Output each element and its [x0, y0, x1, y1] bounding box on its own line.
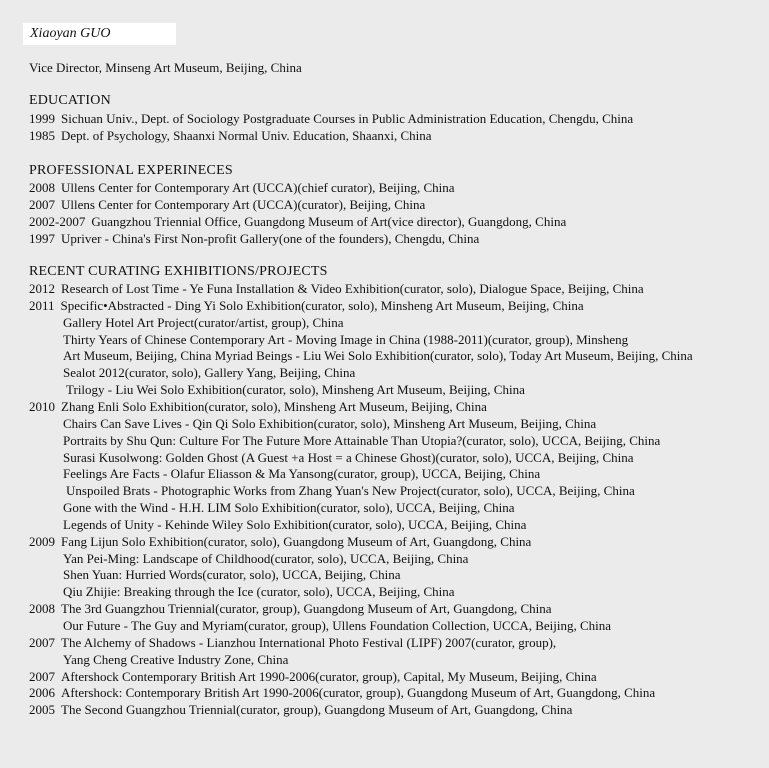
curating-heading: RECENT CURATING EXHIBITIONS/PROJECTS	[29, 264, 328, 279]
professional-heading: PROFESSIONAL EXPERINECES	[29, 163, 233, 178]
entry-text: Research of Lost Time - Ye Funa Installation & Video Exhibition(curator, solo), Dialogue Space, Beijing, China	[61, 281, 644, 296]
entry-text: Trilogy - Liu Wei Solo Exhibition(curator, solo), Minsheng Art Museum, Beijing, China	[66, 382, 525, 397]
curating-entry	[63, 499, 515, 516]
curating-entry	[29, 280, 644, 297]
entry-text: Guangzhou Triennial Office, Guangdong Museum of Art(vice director), Guangdong, China	[91, 214, 567, 229]
entry-year: 2009	[29, 534, 55, 549]
entry-text: Feelings Are Facts - Olafur Eliasson & Ma Yansong(curator, group), UCCA, Beijing, China	[63, 466, 541, 481]
entry-text: Gallery Hotel Art Project(curator/artist, group), China	[63, 315, 344, 330]
entry-year: 1997	[29, 231, 55, 246]
education-entry	[29, 110, 633, 127]
curating-entry	[29, 634, 556, 651]
curating-entry	[63, 617, 611, 634]
entry-text: Aftershock: Contemporary British Art 1990-2006(curator, group), Guangdong Museum of Art, Guangdong, China	[61, 685, 656, 700]
curating-entry	[63, 314, 344, 331]
entry-year: 2005	[29, 702, 55, 717]
curating-entry	[29, 701, 572, 718]
entry-text: Legends of Unity - Kehinde Wiley Solo Exhibition(curator, solo), UCCA, Beijing, China	[63, 517, 527, 532]
education-entry	[29, 127, 432, 144]
entry-text: Shen Yuan: Hurried Words(curator, solo), UCCA, Beijing, China	[63, 567, 401, 582]
entry-year: 2002-2007	[29, 214, 86, 229]
entry-text: The 3rd Guangzhou Triennial(curator, group), Guangdong Museum of Art, Guangdong, China	[61, 601, 552, 616]
entry-text: The Alchemy of Shadows - Lianzhou International Photo Festival (LIPF) 2007(curator, group),	[61, 635, 557, 650]
curating-entry	[63, 347, 693, 364]
education-heading: EDUCATION	[29, 93, 111, 108]
curating-entry	[63, 566, 400, 583]
entry-text: Sealot 2012(curator, solo), Gallery Yang, Beijing, China	[63, 365, 356, 380]
curating-entry	[66, 482, 635, 499]
curating-entry	[29, 684, 655, 701]
entry-text: Gone with the Wind - H.H. LIM Solo Exhibition(curator, solo), UCCA, Beijing, China	[63, 500, 515, 515]
entry-text: Zhang Enli Solo Exhibition(curator, solo), Minsheng Art Museum, Beijing, China	[61, 399, 487, 414]
entry-text: Art Museum, Beijing, China Myriad Beings - Liu Wei Solo Exhibition(curator, solo), Today Art Museum, Beijing, China	[63, 348, 693, 363]
entry-text: Surasi Kusolwong: Golden Ghost (A Guest +a Host = a Chinese Ghost)(curator, solo), UCCA, Beijing, China	[63, 450, 634, 465]
entry-text: Qiu Zhijie: Breaking through the Ice (curator, solo), UCCA, Beijing, China	[63, 584, 455, 599]
entry-year: 2011	[29, 298, 55, 313]
entry-year: 2008	[29, 601, 55, 616]
entry-text: The Second Guangzhou Triennial(curator, group), Guangdong Museum of Art, Guangdong, China	[61, 702, 573, 717]
entry-text: Portraits by Shu Qun: Culture For The Future More Attainable Than Utopia?(curator, solo), UCCA, Beijing, China	[63, 433, 661, 448]
curating-entry	[63, 465, 540, 482]
curating-entry	[29, 668, 597, 685]
curating-entry	[63, 415, 596, 432]
entry-text: Chairs Can Save Lives - Qin Qi Solo Exhibition(curator, solo), Minsheng Art Museum, Beijing, China	[63, 416, 597, 431]
curating-entry	[63, 432, 660, 449]
entry-year: 2008	[29, 180, 55, 195]
entry-text: Unspoiled Brats - Photographic Works from Zhang Yuan's New Project(curator, solo), UCCA, Beijing, China	[66, 483, 635, 498]
curating-entry	[29, 398, 487, 415]
entry-text: Aftershock Contemporary British Art 1990-2006(curator, group), Capital, My Museum, Beijing, China	[61, 669, 597, 684]
entry-text: Thirty Years of Chinese Contemporary Art - Moving Image in China (1988-2011)(curator, group), Minsheng	[63, 332, 629, 347]
entry-year: 2006	[29, 685, 55, 700]
entry-year: 2010	[29, 399, 55, 414]
curating-entry	[63, 331, 628, 348]
curating-entry	[63, 583, 455, 600]
entry-year: 1999	[29, 111, 55, 126]
entry-text: Ullens Center for Contemporary Art (UCCA)(curator), Beijing, China	[61, 197, 426, 212]
entry-text: Yan Pei-Ming: Landscape of Childhood(curator, solo), UCCA, Beijing, China	[63, 551, 469, 566]
position-line: Vice Director, Minseng Art Museum, Beijing, China	[29, 60, 302, 75]
professional-entry	[29, 213, 566, 230]
entry-text: Specific•Abstracted - Ding Yi Solo Exhibition(curator, solo), Minsheng Art Museum, Beijing, China	[60, 298, 584, 313]
curating-entry	[63, 516, 526, 533]
entry-year: 2007	[29, 669, 55, 684]
professional-entry	[29, 179, 455, 196]
curating-entry	[29, 600, 552, 617]
person-name: Xiaoyan GUO	[30, 26, 111, 41]
entry-text: Ullens Center for Contemporary Art (UCCA)(chief curator), Beijing, China	[61, 180, 455, 195]
curating-entry	[66, 381, 525, 398]
entry-text: Upriver - China's First Non-profit Gallery(one of the founders), Chengdu, China	[61, 231, 480, 246]
curating-entry	[63, 651, 288, 668]
entry-year: 2007	[29, 635, 55, 650]
curating-entry	[63, 449, 634, 466]
entry-text: Dept. of Psychology, Shaanxi Normal Univ. Education, Shaanxi, China	[61, 128, 432, 143]
curating-entry	[63, 550, 468, 567]
entry-year: 2007	[29, 197, 55, 212]
entry-text: Yang Cheng Creative Industry Zone, China	[63, 652, 289, 667]
curating-entry	[63, 364, 355, 381]
curating-entry	[29, 297, 584, 314]
entry-text: Our Future - The Guy and Myriam(curator, group), Ullens Foundation Collection, UCCA, Beijing, China	[63, 618, 612, 633]
entry-text: Fang Lijun Solo Exhibition(curator, solo), Guangdong Museum of Art, Guangdong, China	[61, 534, 532, 549]
entry-year: 2012	[29, 281, 55, 296]
professional-entry	[29, 196, 425, 213]
entry-text: Sichuan Univ., Dept. of Sociology Postgraduate Courses in Public Administration Education, Chengdu, China	[61, 111, 634, 126]
professional-entry	[29, 230, 479, 247]
name-box	[23, 23, 176, 45]
entry-year: 1985	[29, 128, 55, 143]
curating-entry	[29, 533, 531, 550]
